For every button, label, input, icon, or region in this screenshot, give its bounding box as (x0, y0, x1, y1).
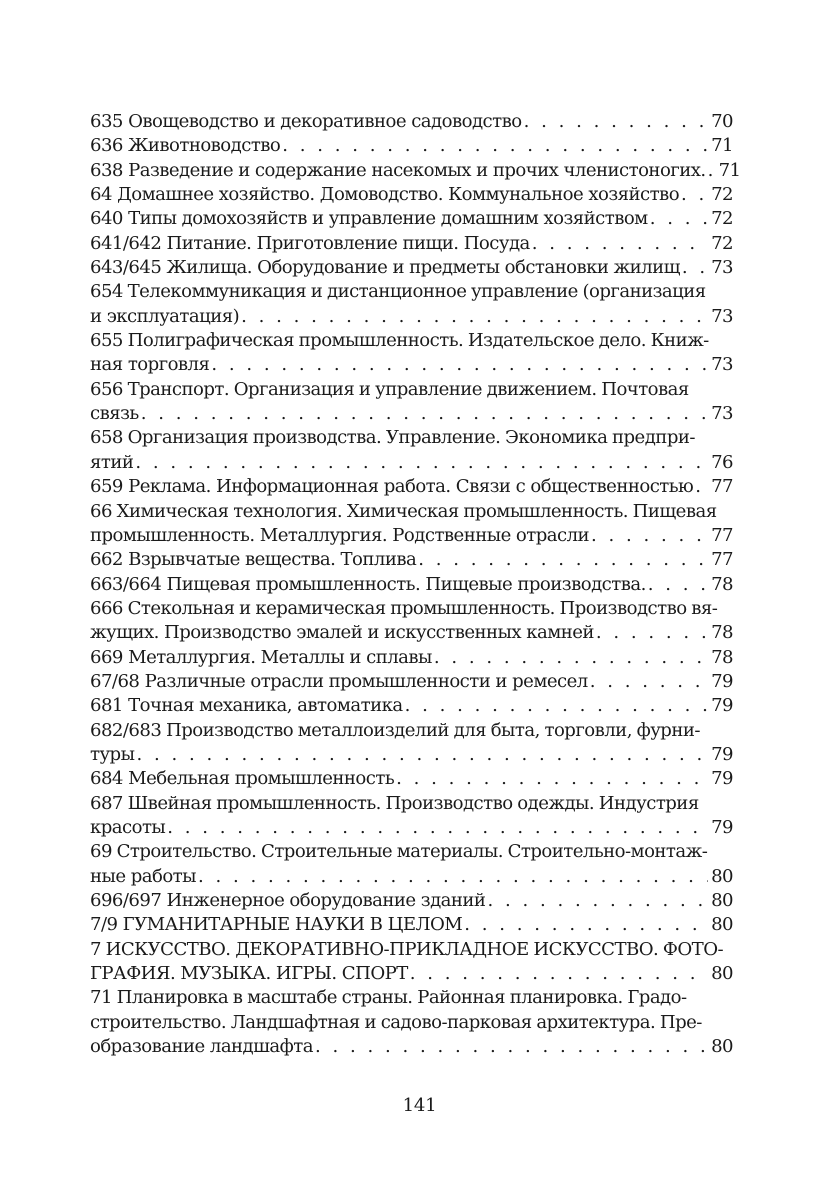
toc-entry (90, 256, 733, 280)
dot-leader (315, 1035, 708, 1059)
toc-entry-page: 78 (711, 573, 733, 595)
toc-entry-page: 80 (711, 865, 733, 887)
toc-entry-page: 80 (711, 1036, 733, 1058)
toc-entry (90, 913, 733, 937)
toc-entry-page: 73 (711, 257, 733, 279)
toc-entry-line: 66 Химическая технология. Химическая промышленность. Пищевая (90, 500, 717, 522)
toc-entry-last-line (90, 207, 733, 231)
dot-leader (682, 256, 708, 280)
toc-entry-last-line (90, 548, 733, 572)
toc-entry-title: 636 Животноводство (90, 135, 281, 157)
page-number: 141 (402, 1095, 437, 1116)
dot-leader (198, 865, 708, 889)
toc-entry-page: 77 (711, 549, 733, 571)
toc-entry-last-line (90, 865, 733, 889)
toc-entry-title: ГРАФИЯ. МУЗЫКА. ИГРЫ. СПОРТ (90, 963, 408, 985)
toc-entry-title: 669 Металлургия. Металлы и сплавы (90, 646, 432, 668)
toc-entry (90, 573, 733, 597)
toc-entry-line: 658 Организация производства. Управление. Экономика предпри- (90, 427, 695, 449)
toc-entry-page: 76 (711, 451, 733, 473)
toc-entry-page: 80 (711, 963, 733, 985)
toc-entry-last-line (90, 159, 741, 183)
toc-entry-page: 78 (711, 646, 733, 668)
toc-entry-last-line (90, 353, 733, 377)
toc-entry-title: образование ландшафта (90, 1036, 313, 1058)
dot-leader (590, 670, 708, 694)
toc-entry-title: красоты (90, 816, 166, 838)
toc-entry-last-line (90, 621, 733, 645)
toc-entry (90, 183, 733, 207)
toc-entry-line: 656 Транспорт. Организация и управление движением. Почтовая (90, 378, 689, 400)
toc-entry (90, 889, 733, 913)
toc-entry (90, 134, 733, 158)
toc-entry-title: 659 Реклама. Информационная работа. Связи с общественностью (90, 476, 694, 498)
toc-entry (90, 329, 733, 378)
table-of-contents (90, 110, 741, 1059)
toc-entry (90, 670, 733, 694)
toc-entry-line: 7 ИСКУССТВО. ДЕКОРАТИВНО-ПРИКЛАДНОЕ ИСКУССТВО. ФОТО- (90, 938, 724, 960)
toc-entry (90, 426, 733, 475)
toc-entry-title: ная торговля (90, 354, 210, 376)
toc-entry (90, 548, 733, 572)
toc-entry (90, 694, 733, 718)
dot-leader (524, 110, 708, 134)
toc-entry-line: 71 Планировка в масштабе страны. Районная планировка. Градо- (90, 987, 687, 1009)
toc-entry-page: 72 (711, 232, 733, 254)
dot-leader (405, 694, 708, 718)
toc-entry-title: ятий (90, 451, 134, 473)
toc-entry-page: 73 (711, 305, 733, 327)
dot-leader (241, 305, 708, 329)
toc-entry-page: 80 (711, 914, 733, 936)
toc-entry (90, 159, 741, 183)
toc-entry-last-line (90, 256, 733, 280)
toc-entry-page: 79 (711, 743, 733, 765)
toc-entry-title: 67/68 Различные отрасли промышленности и ремесел (90, 670, 588, 692)
toc-entry (90, 500, 733, 549)
toc-entry-title: 684 Мебельная промышленность (90, 768, 395, 790)
toc-entry-line: 666 Стекольная и керамическая промышленность. Производство вя- (90, 597, 718, 619)
dot-leader (282, 134, 708, 158)
dot-leader (487, 889, 708, 913)
dot-leader (136, 743, 708, 767)
toc-entry (90, 232, 733, 256)
toc-entry-title: связь (90, 403, 139, 425)
dot-leader (434, 646, 708, 670)
toc-entry-last-line (90, 1035, 733, 1059)
toc-entry-title: 641/642 Питание. Приготовление пищи. Посуда (90, 232, 530, 254)
toc-entry-last-line (90, 232, 733, 256)
toc-entry-title: 643/645 Жилища. Оборудование и предметы обстановки жилищ (90, 257, 680, 279)
toc-entry-title: 640 Типы домохозяйств и управление домашним хозяйством (90, 208, 648, 230)
dot-leader (695, 475, 708, 499)
toc-entry (90, 280, 733, 329)
toc-entry-title: 7/9 ГУМАНИТАРНЫЕ НАУКИ В ЦЕЛОМ (90, 914, 463, 936)
toc-entry (90, 378, 733, 427)
toc-entry-title: жущих. Производство эмалей и искусственных камней (90, 622, 594, 644)
toc-entry-last-line (90, 524, 733, 548)
toc-entry (90, 792, 733, 841)
toc-entry-last-line (90, 183, 733, 207)
toc-entry-line: строительство. Ландшафтная и садово-парковая архитектура. Пре- (90, 1011, 702, 1033)
dot-leader (648, 573, 708, 597)
toc-entry-page: 78 (711, 622, 733, 644)
toc-entry-title: 64 Домашнее хозяйство. Домоводство. Коммунальное хозяйство (90, 184, 680, 206)
toc-entry-last-line (90, 305, 733, 329)
dot-leader (396, 767, 708, 791)
toc-entry-title: туры (90, 743, 135, 765)
dot-leader (135, 451, 708, 475)
toc-entry-title: 663/664 Пищевая промышленность. Пищевые производства. (90, 573, 646, 595)
toc-entry-page: 79 (711, 768, 733, 790)
dot-leader (591, 524, 708, 548)
dot-leader (464, 913, 708, 937)
dot-leader (681, 183, 708, 207)
toc-entry-title: ные работы (90, 865, 196, 887)
toc-entry-last-line (90, 110, 733, 134)
toc-entry-line: 655 Полиграфическая промышленность. Издательское дело. Книж- (90, 330, 709, 352)
toc-entry-page: 79 (711, 695, 733, 717)
toc-entry-last-line (90, 451, 733, 475)
toc-entry-page: 79 (711, 670, 733, 692)
toc-entry-line: 687 Швейная промышленность. Производство одежды. Индустрия (90, 792, 699, 814)
dot-leader (532, 232, 708, 256)
toc-entry-title: 635 Овощеводство и декоративное садоводство (90, 111, 522, 132)
toc-entry-last-line (90, 475, 733, 499)
toc-entry-line: 654 Телекоммуникация и дистанционное управление (организация (90, 281, 706, 303)
toc-entry-title: 662 Взрывчатые вещества. Топлива (90, 549, 417, 571)
toc-entry-page: 79 (711, 816, 733, 838)
toc-entry (90, 646, 733, 670)
toc-entry (90, 767, 733, 791)
toc-entry-last-line (90, 816, 733, 840)
dot-leader (418, 548, 708, 572)
toc-entry-last-line (90, 767, 733, 791)
toc-entry-last-line (90, 670, 733, 694)
dot-leader (650, 207, 708, 231)
toc-entry-line: 682/683 Производство металлоизделий для быта, торговли, фурни- (90, 719, 700, 741)
toc-entry-page: 71 (718, 159, 741, 181)
toc-entry (90, 475, 733, 499)
toc-entry-title: 681 Точная механика, автоматика (90, 695, 403, 717)
toc-entry-page: 71 (711, 135, 733, 157)
toc-entry-last-line (90, 694, 733, 718)
toc-entry-page: 77 (711, 476, 733, 498)
toc-entry (90, 597, 733, 646)
dot-leader (167, 816, 708, 840)
toc-entry-page: 70 (711, 111, 733, 132)
toc-entry-page: 73 (711, 403, 733, 425)
dot-leader (211, 353, 708, 377)
toc-entry-title: промышленность. Металлургия. Родственные отрасли (90, 524, 590, 546)
toc-entry-title: 696/697 Инженерное оборудование зданий (90, 890, 486, 911)
toc-entry-title: 638 Разведение и содержание насекомых и прочих членистоногих. (90, 159, 706, 181)
toc-entry-last-line (90, 646, 733, 670)
toc-entry-last-line (90, 889, 733, 913)
toc-entry-last-line (90, 913, 733, 937)
toc-entry-page: 72 (711, 208, 733, 230)
dot-leader (708, 159, 716, 183)
dot-leader (410, 962, 708, 986)
dot-leader (596, 621, 708, 645)
toc-entry-last-line (90, 962, 733, 986)
toc-entry-page: 73 (711, 354, 733, 376)
dot-leader (141, 402, 708, 426)
toc-entry (90, 207, 733, 231)
toc-entry-last-line (90, 573, 733, 597)
toc-entry-page: 77 (711, 524, 733, 546)
toc-entry-line: 69 Строительство. Строительные материалы. Строительно-монтаж- (90, 841, 708, 863)
toc-entry-page: 72 (711, 184, 733, 206)
toc-entry-last-line (90, 134, 733, 158)
toc-entry (90, 840, 733, 889)
toc-entry (90, 719, 733, 768)
toc-entry-page: 80 (711, 890, 733, 911)
toc-entry-last-line (90, 402, 733, 426)
toc-entry (90, 110, 733, 134)
toc-entry-last-line (90, 743, 733, 767)
toc-entry (90, 986, 733, 1059)
toc-entry (90, 938, 733, 987)
toc-entry-title: и эксплуатация) (90, 305, 240, 327)
